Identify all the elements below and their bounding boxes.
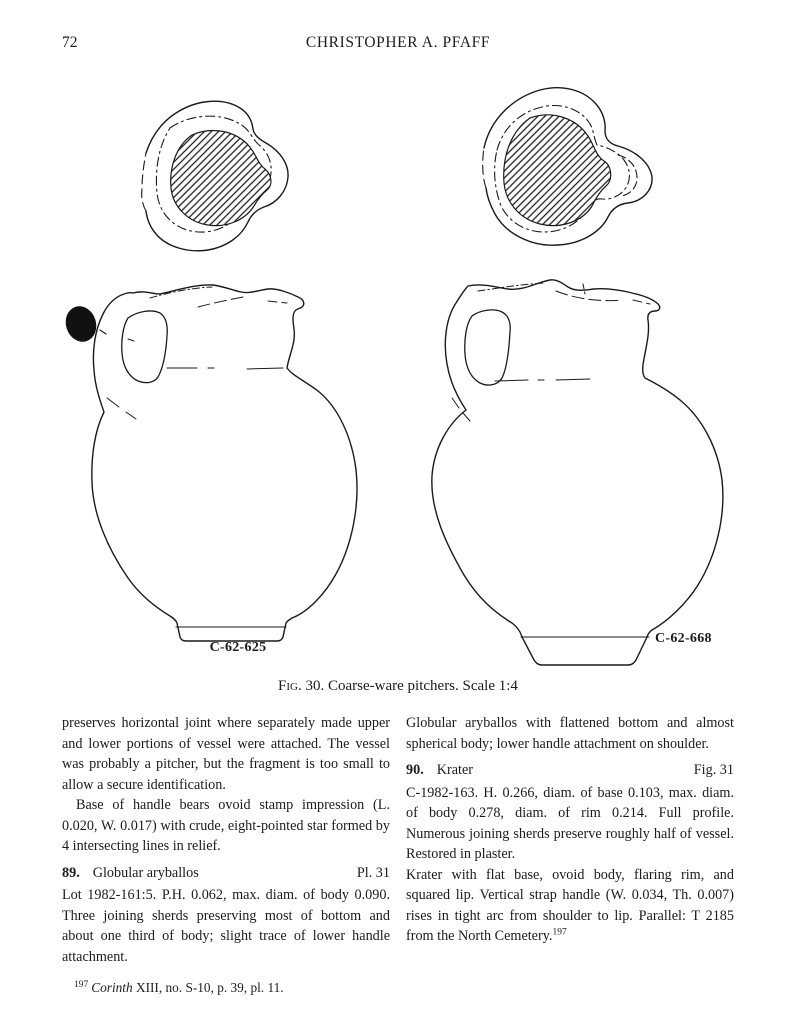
entry-plate-ref: Pl. 31	[356, 864, 390, 881]
entry-description: C-1982-163. H. 0.266, diam. of base 0.103, max. diam. of body 0.278, diam. of rim 0.214. Full profile. Numerous joining sherds preserve roughly half of vessel. Restored in plaster.	[406, 784, 734, 862]
text-columns	[62, 713, 734, 997]
vessel-label-right: C-62-668	[655, 631, 712, 646]
right-pitcher-profile	[432, 280, 723, 665]
left-pitcher-profile	[61, 285, 357, 641]
left-column	[62, 713, 390, 997]
right-pitcher-plan-view	[483, 88, 652, 246]
footnote-197	[62, 979, 390, 997]
figure-caption-fig: Fig.	[278, 678, 302, 694]
page-number: 72	[62, 34, 78, 51]
footnote-reference: 197	[552, 927, 567, 938]
entry-description: Lot 1982-161:5. P.H. 0.062, max. diam. of body 0.090. Three joining sherds preserving most of bottom and about one third of body; slight trace of lower handle attachment.	[62, 887, 390, 965]
figure-30-drawing	[0, 78, 796, 678]
paragraph: preserves horizontal joint where separately made upper and lower portions of vessel were attached. The vessel was probably a pitcher, but the fragment is too small to allow a secure identification.	[62, 715, 390, 793]
paragraph: Globular aryballos with flattened bottom and almost spherical body; lower handle attachment on shoulder.	[406, 715, 734, 752]
footnote-marker: 197	[74, 979, 89, 990]
paragraph-text: Krater with flat base, ovoid body, flaring rim, and squared lip. Vertical strap handle (W. 0.034, Th. 0.007) rises in tight arc from shoulder to lip. Parallel: T 2185 from the North Cemetery.	[406, 866, 734, 944]
right-column	[406, 713, 734, 997]
footnote-text: XIII, no. S-10, p. 39, pl. 11.	[132, 980, 284, 995]
footnote-italic-title: Corinth	[91, 980, 133, 995]
figure-caption	[0, 678, 796, 695]
figure-caption-text: 30. Coarse-ware pitchers. Scale 1:4	[301, 678, 518, 694]
vessel-label-left: C-62-625	[209, 640, 267, 655]
left-pitcher-plan-view	[142, 101, 288, 251]
entry-number: 89.	[62, 864, 80, 881]
entry-number: 90.	[406, 762, 424, 778]
entry-title: Krater	[436, 762, 473, 778]
entry-figure-ref: Fig. 31	[693, 762, 734, 778]
paragraph: Base of handle bears ovoid stamp impression (L. 0.020, W. 0.017) with crude, eight-pointed star formed by 4 intersecting lines in relief.	[62, 797, 390, 854]
catalogue-entry-89-heading	[62, 863, 390, 884]
entry-title: Globular aryballos	[92, 864, 199, 881]
running-head: CHRISTOPHER A. PFAFF	[305, 34, 491, 51]
paragraph	[406, 865, 734, 947]
catalogue-entry-90-heading	[406, 760, 734, 781]
